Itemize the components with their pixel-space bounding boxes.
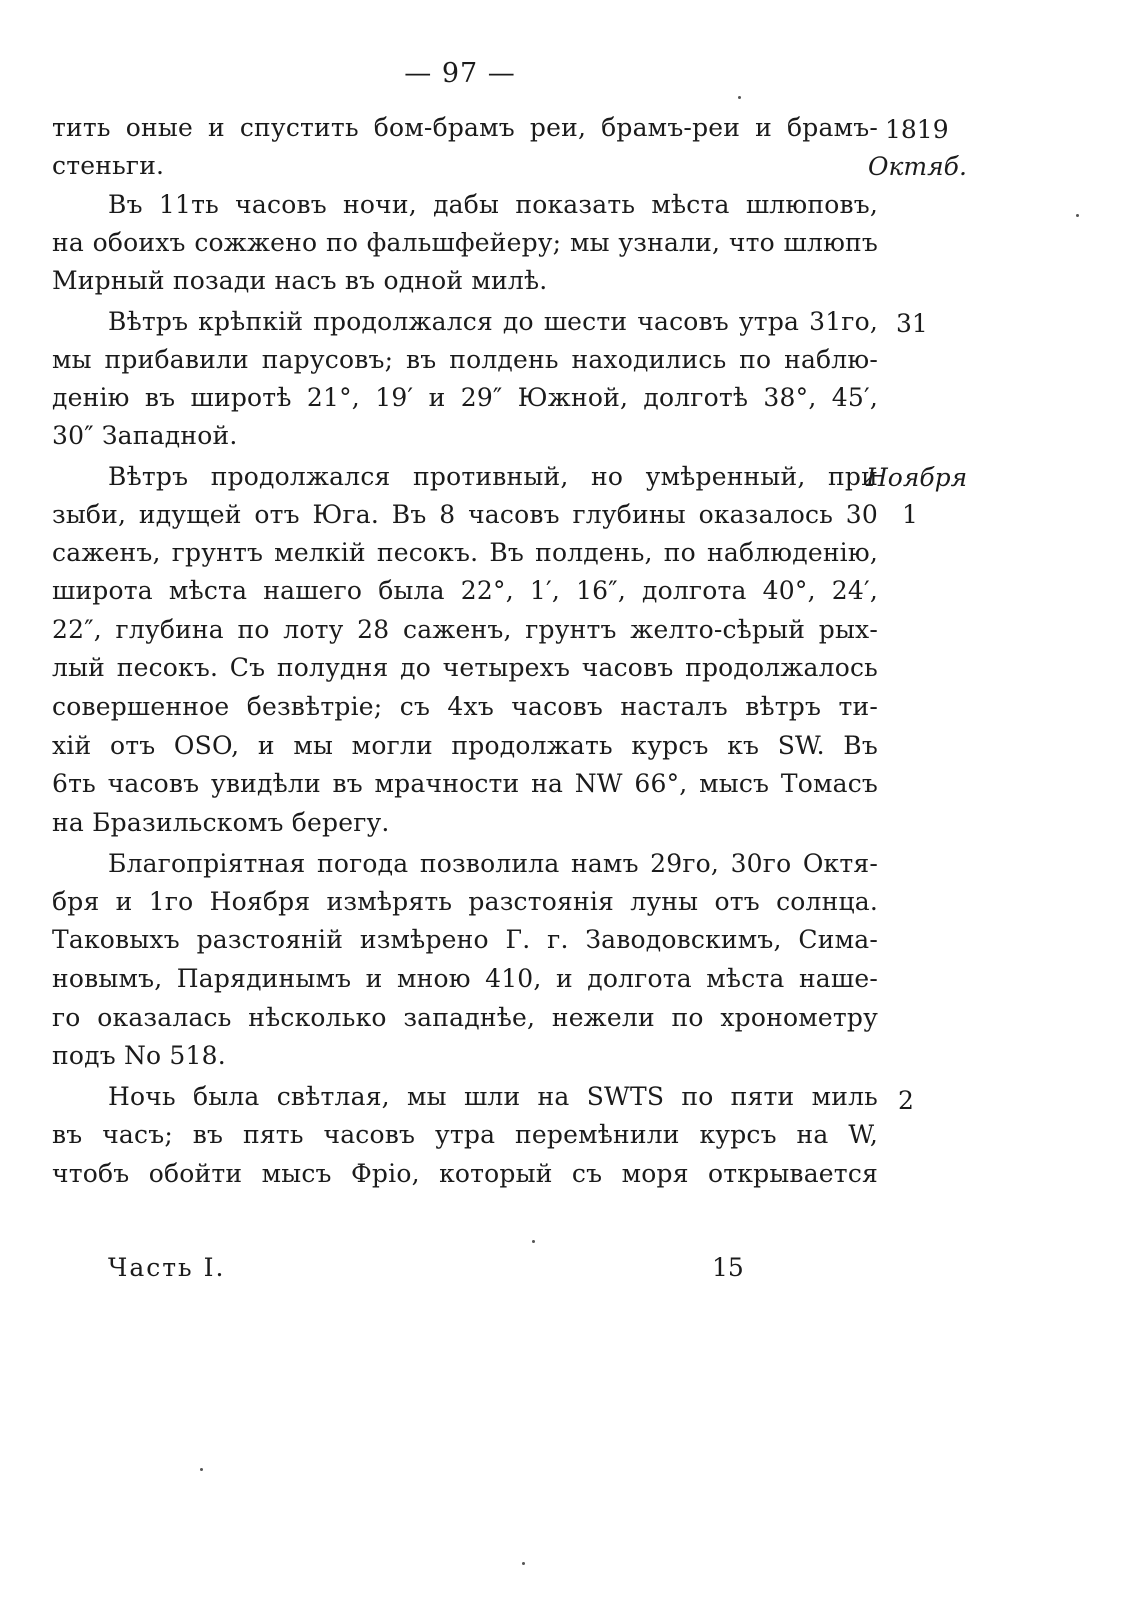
scan-speck: [532, 1240, 535, 1243]
text-line: лый песокъ. Съ полудня до четырехъ часовъ продолжалось: [52, 653, 878, 682]
text-line: хій отъ OSO, и мы могли продолжать курсъ къ SW. Въ: [52, 731, 878, 760]
margin-note-month: Ноября: [866, 463, 968, 492]
text-line: стеньги.: [52, 151, 165, 180]
scan-speck: [522, 1562, 525, 1565]
text-line: тить оные и спустить бом-брамъ реи, брамъ-реи и брамъ-: [52, 113, 878, 142]
text-line: на Бразильскомъ берегу.: [52, 808, 390, 837]
margin-note-day: 1: [902, 500, 918, 529]
text-line: новымъ, Парядинымъ и мною 410, и долгота мѣста наше-: [52, 964, 878, 993]
scan-speck: [738, 96, 741, 99]
text-line: Вѣтръ продолжался противный, но умѣренный, при: [108, 462, 878, 491]
text-line: 30″ Западной.: [52, 421, 238, 450]
margin-note-day: 2: [898, 1086, 914, 1115]
text-line: саженъ, грунтъ мелкій песокъ. Въ полдень, по наблюденію,: [52, 538, 878, 567]
text-line: мы прибавили парусовъ; въ полдень находились по наблю-: [52, 345, 878, 374]
scan-speck: [200, 1468, 203, 1471]
text-line: Ночь была свѣтлая, мы шли на SWTS по пяти миль: [108, 1082, 878, 1111]
text-line: 22″, глубина по лоту 28 саженъ, грунтъ желто-сѣрый рых-: [52, 615, 878, 644]
footer-signature: 15: [712, 1253, 744, 1282]
text-line: чтобъ обойти мысъ Фріо, который съ моря открывается: [52, 1159, 878, 1188]
text-line: 6ть часовъ увидѣли въ мрачности на NW 66°, мысъ Томасъ: [52, 769, 878, 798]
page-number: — 97 —: [404, 58, 516, 89]
margin-note-month: Октяб.: [868, 152, 967, 181]
text-line: совершенное безвѣтріе; съ 4хъ часовъ насталъ вѣтръ ти-: [52, 692, 878, 721]
text-line: подъ No 518.: [52, 1041, 226, 1070]
text-line: Благопріятная погода позволила намъ 29го, 30го Октя-: [108, 849, 878, 878]
text-line: бря и 1го Ноября измѣрять разстоянія луны отъ солнца.: [52, 887, 878, 916]
text-line: на обоихъ сожжено по фальшфейеру; мы узнали, что шлюпъ: [52, 228, 878, 257]
text-line: го оказалась нѣсколько западнѣе, нежели по хронометру: [52, 1003, 878, 1032]
text-line: Вѣтръ крѣпкій продолжался до шести часовъ утра 31го,: [108, 307, 878, 336]
text-line: Таковыхъ разстояній измѣрено Г. г. Заводовскимъ, Сима-: [52, 925, 878, 954]
margin-note-year: 1819: [885, 115, 949, 144]
text-line: широта мѣста нашего была 22°, 1′, 16″, долгота 40°, 24′,: [52, 576, 878, 605]
text-line: Въ 11ть часовъ ночи, дабы показать мѣста шлюповъ,: [108, 190, 878, 219]
footer-part-label: Часть I.: [108, 1253, 226, 1282]
scan-speck: [1076, 214, 1079, 217]
margin-note-day: 31: [896, 309, 928, 338]
text-line: въ часъ; въ пять часовъ утра перемѣнили курсъ на W,: [52, 1120, 878, 1149]
text-line: денію въ широтѣ 21°, 19′ и 29″ Южной, долготѣ 38°, 45′,: [52, 383, 878, 412]
text-line: Мирный позади насъ въ одной милѣ.: [52, 266, 548, 295]
text-line: зыби, идущей отъ Юга. Въ 8 часовъ глубины оказалось 30: [52, 500, 878, 529]
